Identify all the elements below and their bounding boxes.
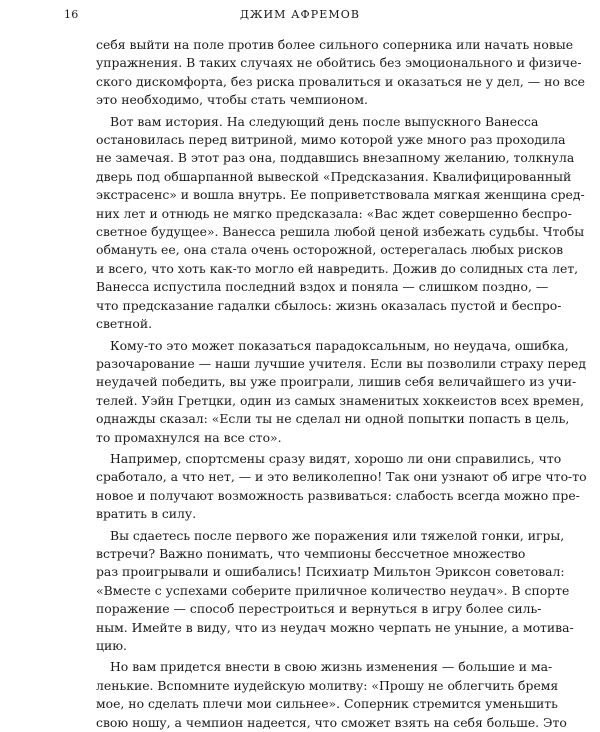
text-line: ленькие. Вспомните иудейскую молитву: «Прошу не облегчить бремя (96, 677, 559, 693)
text-line: не замечая. В этот раз она, поддавшись внезапному желанию, толкнула (96, 150, 575, 166)
text-line: экстрасенс» и вошла внутрь. Ее поприветствовала мягкая женщина сред- (96, 187, 585, 203)
text-line: светное будущее». Ванесса решила любой ценой избежать судьбы. Чтобы (96, 224, 585, 240)
text-line: неудачей победить, вы уже проиграли, лишив себя величайшего из учи- (96, 374, 577, 390)
text-line: и всего, что хоть как-то могло ей навредить. Дожив до солидных ста лет, (96, 260, 579, 276)
text-line: упражнения. В таких случаях не обойтись без эмоционального и физиче- (96, 55, 582, 71)
text-line: телей. Уэйн Гретцки, один из самых знаменитых хоккеистов всех времен, (96, 392, 585, 408)
text-line: цию. (96, 638, 127, 653)
text-line: дверь под обшарпанной вывеской «Предсказания. Квалифицированный (96, 168, 572, 184)
text-line: вратить в силу. (96, 506, 197, 522)
text-line: Ванесса испустила последний вздох и поняла — слишком поздно, — (96, 279, 549, 295)
page-number: 16 (64, 8, 79, 21)
text-line: мое, но сделать плечи мои сильнее». Соперник стремится уменьшить (96, 696, 558, 712)
text-line: себя выйти на поле против более сильного соперника или начать новые (96, 37, 574, 52)
running-header: ДЖИМ АФРЕМОВ (239, 8, 361, 21)
body-text (96, 36, 587, 732)
paragraph (96, 450, 587, 524)
paragraph (96, 113, 585, 334)
paragraph (96, 337, 586, 447)
text-line: то промахнулся на все сто». (96, 429, 282, 445)
paragraph (96, 36, 585, 110)
paragraph (96, 658, 567, 732)
text-line: поражение — способ перестроиться и вернуться в игру более силь- (96, 601, 542, 617)
text-line: ского дискомфорта, без риска провалиться и оказаться не у дел, — но все (96, 73, 585, 89)
text-line: Вы сдаетесь после первого же поражения или тяжелой гонки, игры, (110, 527, 565, 543)
text-line: свою ношу, а чемпион надеется, что сможет взять на себя больше. Это (96, 714, 567, 730)
text-line: них лет и отнюдь не мягко предсказала: «Вас ждет совершенно беспро- (96, 205, 572, 221)
text-line: «Вместе с успехами соберите приличное количество неудач». В спорте (96, 582, 570, 598)
text-line: это необходимо, чтобы стать чемпионом. (96, 92, 368, 108)
text-line: Например, спортсмены сразу видят, хорошо ли они справились, что (110, 450, 562, 466)
text-line: ным. Имейте в виду, что из неудач можно черпать не уныние, а мотива- (96, 619, 574, 635)
text-line: разочарование — наши лучшие учителя. Если вы позволили страху перед (96, 355, 586, 371)
text-line: сработало, а что нет, — и это великолепно! Так они узнают об игре что-то (96, 469, 587, 485)
text-line: встречи? Важно понимать, что чемпионы бессчетное множество (96, 545, 526, 561)
text-line: остановилась перед витриной, мимо которой уже много раз проходила (96, 132, 566, 148)
text-line: раз проигрывали и ошибались! Психиатр Мильтон Эриксон советовал: (96, 564, 565, 580)
text-line: новое и получают возможность развиваться: слабость всегда можно пре- (96, 487, 580, 503)
text-line: Но вам придется внести в свою жизнь изменения — большие и ма- (110, 659, 553, 675)
text-line: однажды сказал: «Если ты не сделал ни одной попытки попасть в цель, (96, 411, 570, 427)
text-line: обмануть ее, она стала очень осторожной, остерегалась любых рисков (96, 242, 564, 258)
text-line: что предсказание гадалки сбылось: жизнь оказалась пустой и беспро- (96, 297, 562, 313)
text-line: Вот вам история. На следующий день после выпускного Ванесса (110, 113, 539, 129)
text-line: светной. (96, 316, 153, 332)
paragraph (96, 527, 574, 656)
text-line: Кому-то это может показаться парадоксальным, но неудача, ошибка, (110, 337, 569, 353)
